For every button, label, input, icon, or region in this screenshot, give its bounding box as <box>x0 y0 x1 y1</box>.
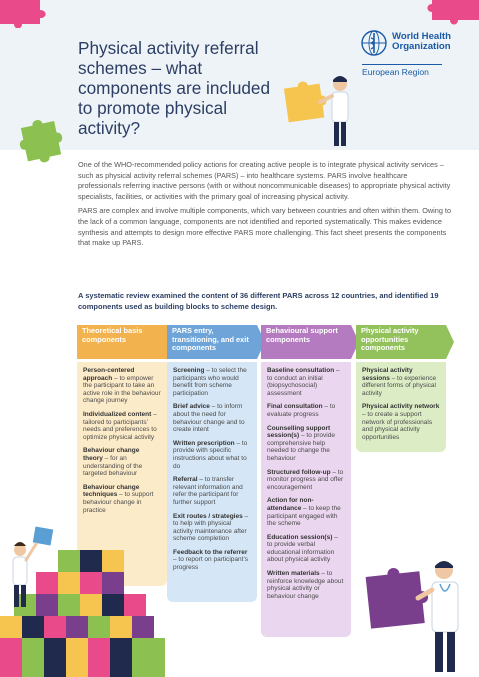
column-header: PARS entry, transitioning, and exit components <box>167 325 257 359</box>
puzzle-piece-pink-icon <box>424 0 479 26</box>
column-header: Behavioural support components <box>261 325 351 359</box>
org-region: European Region <box>362 64 442 77</box>
column-body <box>261 362 351 637</box>
component-item: Screening – to select the participants who would benefit from scheme participation <box>173 367 247 397</box>
component-item: Referral – to transfer relevant information and refer the participant for further support <box>173 476 243 506</box>
column-pa-opportunities <box>356 325 446 452</box>
puzzle-piece-green-icon <box>18 118 66 164</box>
summary-statement: A systematic review examined the content of 36 different PARS across 12 countries, and identified 19 components used as building blocks to scheme design. <box>78 291 439 311</box>
intro-text <box>78 160 452 253</box>
component-item: Final consultation – to evaluate progress <box>267 403 336 418</box>
component-item: Action for non-attendance – to keep the participant engaged with the scheme <box>267 497 341 528</box>
intro-paragraph: One of the WHO-recommended policy actions for creating active people is to integrate physical activity services – such as physical activity referral schemes (PARS) – into healthcare systems. PARS involve healthcare professionals referring inactive persons (with or without noncommunicable diseases) to appropriate physical activity specialists, facilities, or activities with the primary goal of increasing physical activity. <box>78 160 451 201</box>
column-header: Theoretical basis components <box>77 325 167 359</box>
component-item: Education session(s) – to provide verbal educational information about physical activity <box>267 533 338 564</box>
puzzle-piece-pink-icon <box>0 0 48 28</box>
doctor-holding-puzzle-icon <box>360 528 479 677</box>
component-item: Individualized content – tailored to participants’ needs and preferences to optimize physical activity <box>83 410 157 441</box>
puzzle-stack-icon <box>0 520 165 677</box>
who-emblem-icon <box>361 30 387 56</box>
person-holding-puzzle-icon <box>282 72 362 148</box>
component-item: Behaviour change theory – for an understanding of the targeted behaviour <box>83 447 143 478</box>
column-pars-entry <box>167 325 257 602</box>
component-item: Counselling support session(s) – to provide comprehensive help needed to change the behaviour <box>267 424 335 462</box>
component-item: Brief advice – to inform about the need for behaviour change and to create intent <box>173 403 245 434</box>
page-title: Physical activity referral schemes – what components are included to promote physical activity? <box>78 38 271 138</box>
component-item: Written materials – to reinforce knowledge about physical activity or behaviour change <box>267 570 344 600</box>
component-item: Baseline consultation – to conduct an initial (biopsychosocial) assessment <box>267 367 340 397</box>
column-body <box>356 362 446 452</box>
intro-paragraph: PARS are complex and involve multiple components, which vary between countries and often within them. Owing to the lack of a common language, components are not identified and reported systematically. This makes evidence synthesis and attempts to design more effective PARS more challenging. This fact sheet presents the components that make up PARS. <box>78 206 452 248</box>
column-body <box>167 362 257 602</box>
component-item: Physical activity sessions – to experience different forms of physical activity <box>362 367 437 397</box>
component-item: Structured follow-up – to monitor progress and offer encouragement <box>267 468 344 491</box>
column-behavioural-support <box>261 325 351 637</box>
component-item: Feedback to the referrer – to report on participant’s progress <box>173 548 249 572</box>
component-item: Exit routes / strategies – to help with physical activity maintenance after scheme completion <box>173 512 249 543</box>
component-item: Person-centered approach – to empower the participant to take an active role in the behaviour change journey <box>83 367 161 405</box>
org-name: World Health Organization <box>392 31 451 52</box>
component-item: Physical activity network – to create a support network of professionals and physical activity opportunities <box>362 403 440 441</box>
column-header: Physical activity opportunities components <box>356 325 446 359</box>
component-item: Written prescription – to provide with specific instructions about what to do <box>173 439 248 470</box>
component-item: Behaviour change techniques – to support behaviour change in practice <box>83 483 154 514</box>
